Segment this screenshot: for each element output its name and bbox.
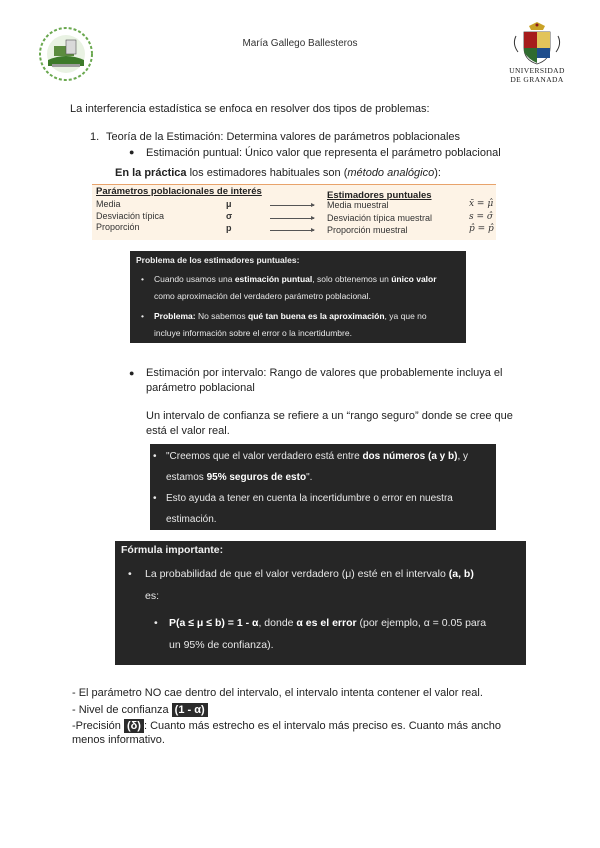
bullet-text: Estimación puntual: Único valor que representa el parámetro poblacional: [146, 147, 501, 159]
text: Esto ayuda a tener en cuenta la incertidumbre o error en nuestra: [166, 493, 453, 504]
bullet-dot: •: [154, 617, 158, 629]
text-bold: Problema:: [154, 311, 196, 321]
estimators-column-header: Estimadores puntuales: [327, 190, 432, 201]
author-name: María Gallego Ballesteros: [242, 38, 358, 49]
bullet-dot: •: [153, 493, 157, 504]
interval-paragraph: [146, 409, 513, 439]
list-item-1: [90, 131, 460, 143]
university-name: [500, 66, 574, 84]
list-number: 1.: [90, 131, 100, 143]
box-bullet-2: [154, 612, 521, 656]
text: -Precisión: [72, 720, 124, 732]
formula-desviacion: s = σ̂: [469, 212, 494, 222]
params-column-header: Parámetros poblacionales de interés: [96, 186, 262, 197]
text: "Creemos que el valor verdadero está entre: [166, 451, 363, 462]
text: - Nivel de confianza: [72, 704, 172, 716]
box-bullet-1: [128, 563, 517, 607]
text-bold: qué tan buena es la aproximación: [248, 311, 385, 321]
estimator-proporcion: Proporción muestral: [327, 225, 408, 235]
note-confidence-level: [72, 703, 208, 717]
text: : Cuanto más estrecho es el intervalo más preciso es. Cuanto más ancho: [143, 720, 502, 732]
text-bold: único valor: [391, 274, 437, 284]
paragraph-line-1: Un intervalo de confianza se refiere a un “rango seguro” donde se cree que: [146, 410, 513, 422]
title-part: importante:: [165, 544, 224, 556]
arrow-icon: [270, 205, 314, 206]
bullet-point-interval: [129, 366, 503, 396]
important-formula-box: [115, 541, 526, 665]
arrow-icon: [270, 230, 314, 231]
box-bullet-2: [141, 308, 460, 342]
text-bold: (a, b): [448, 568, 474, 580]
text: es:: [145, 590, 160, 602]
text: un 95% de confianza).: [169, 639, 274, 651]
estimators-heading: [115, 167, 441, 179]
text: La probabilidad de que el valor verdadero (μ) esté en el intervalo: [145, 568, 449, 580]
param-media: Media: [96, 199, 121, 209]
text: , y: [457, 451, 469, 462]
formula-media: x̄ = μ̂: [469, 199, 494, 209]
point-estimator-problem-box: [130, 251, 466, 343]
text: No sabemos: [195, 311, 249, 321]
estimators-table-rule: [92, 184, 496, 185]
text: , solo obtenemos un: [312, 274, 392, 284]
heading-bold: En la práctica: [115, 167, 187, 179]
confidence-chip: (1 - α): [172, 703, 208, 717]
university-line-2: DE GRANADA: [510, 75, 564, 84]
estimator-desviacion: Desviación típica muestral: [327, 213, 433, 223]
intro-text: La interferencia estadística se enfoca en resolver dos tipos de problemas:: [70, 103, 430, 115]
paragraph-line-2: está el valor real.: [146, 425, 230, 437]
bullet-dot: ●: [129, 147, 135, 157]
bullet-point-estimate: [129, 147, 501, 159]
formula-bold: P(a ≤ μ ≤ b) = 1 - α: [169, 617, 259, 629]
arrow-icon: [270, 218, 314, 219]
symbol-p: p: [226, 223, 232, 233]
school-logo: [38, 26, 94, 82]
precision-chip: (δ): [124, 719, 144, 733]
bullet-text-line-2: parámetro poblacional: [146, 382, 255, 394]
text-bold: α es el error: [296, 617, 357, 629]
bullet-dot: ●: [129, 368, 135, 378]
text: ".: [306, 472, 313, 483]
note-precision-cont: menos informativo.: [72, 734, 165, 746]
text: estimación.: [166, 514, 217, 525]
heading-rest: los estimadores habituales son (: [186, 167, 348, 179]
box-title: Problema de los estimadores puntuales:: [136, 255, 300, 265]
bullet-dot: •: [128, 568, 132, 580]
box-bullet-1: [141, 271, 460, 305]
university-line-1: UNIVERSIDAD: [509, 66, 565, 75]
estimator-media: Media muestral: [327, 200, 389, 210]
note-precision: [72, 719, 501, 733]
text: (por ejemplo, α = 0.05 para: [356, 617, 487, 629]
bullet-dot: •: [153, 451, 157, 462]
formula-proporcion: p̂ = p̂: [469, 224, 494, 234]
heading-end: ):: [434, 167, 441, 179]
param-desviacion: Desviación típica: [96, 211, 165, 221]
text-bold: dos números (a y b): [362, 451, 458, 462]
symbol-sigma: σ: [226, 211, 233, 221]
text: , donde: [258, 617, 297, 629]
bullet-dot: •: [141, 311, 144, 321]
title-part: Fórmula: [121, 544, 166, 556]
confidence-interval-box: [150, 444, 496, 530]
text: , ya que no: [384, 311, 427, 321]
note-parameter: - El parámetro NO cae dentro del intervalo, el intervalo intenta contener el valor real.: [72, 687, 483, 699]
bullet-text-line-1: Estimación por intervalo: Rango de valores que probablemente incluya el: [146, 367, 503, 379]
text: estamos: [166, 472, 207, 483]
text: como aproximación del verdadero parámetro poblacional.: [154, 291, 371, 301]
param-proporcion: Proporción: [96, 222, 140, 232]
box-bullet-1: [153, 446, 492, 488]
box-bullet-2: [153, 488, 492, 530]
list-item-text: Teoría de la Estimación: Determina valores de parámetros poblacionales: [106, 131, 461, 143]
box-title: [121, 539, 223, 561]
text-bold: estimación puntual: [234, 274, 313, 284]
text-bold: 95% seguros de esto: [206, 472, 307, 483]
bullet-dot: •: [141, 274, 144, 284]
text: incluye información sobre el error o la incertidumbre.: [154, 328, 352, 338]
heading-italic: método analógico: [347, 167, 435, 179]
symbol-mu: μ: [226, 199, 232, 209]
text: Cuando usamos una: [154, 274, 235, 284]
